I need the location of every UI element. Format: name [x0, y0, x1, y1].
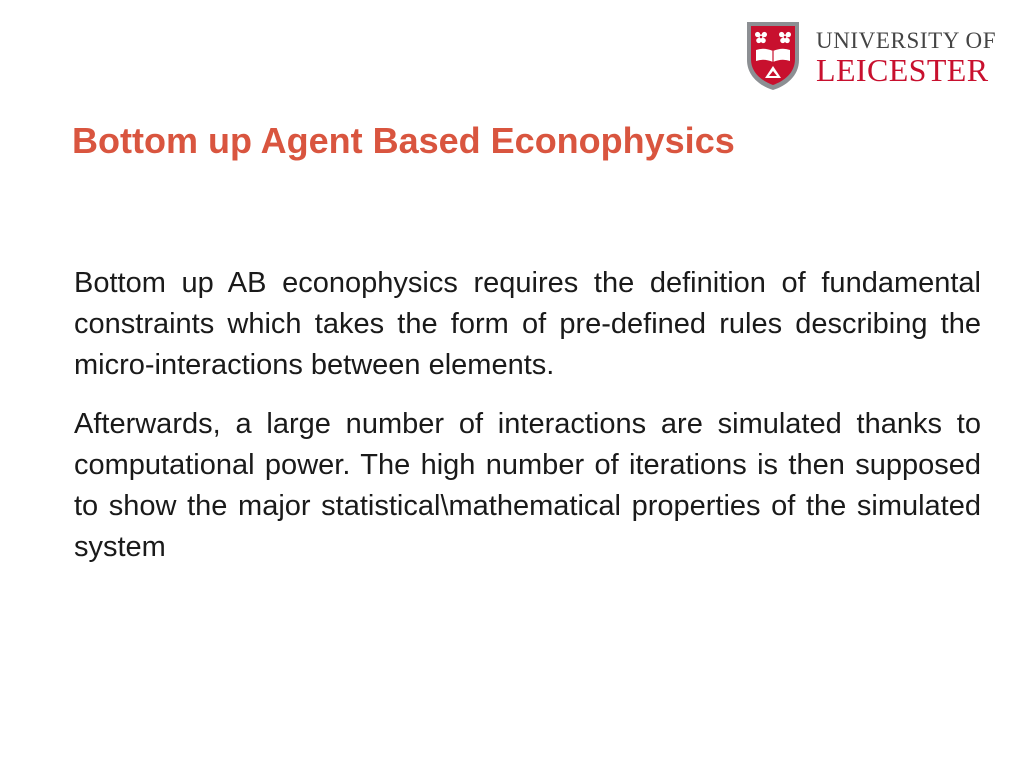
logo-wordmark: [816, 29, 996, 86]
logo-line-university-of: UNIVERSITY OF: [816, 28, 997, 53]
slide-title: Bottom up Agent Based Econophysics: [72, 120, 735, 161]
paragraph-1: Bottom up AB econophysics requires the definition of fundamental constraints which takes the form of pre-defined rules describing the micro-interactions between elements.: [74, 267, 981, 381]
shield-crest-icon: [744, 20, 802, 92]
logo-line-leicester: LEICESTER: [816, 52, 989, 88]
paragraph-2: Afterwards, a large number of interactions are simulated thanks to computational power. The high number of iterations is then supposed to show the major statistical\mathematical properties of the simulated system: [74, 408, 981, 563]
university-logo: [744, 20, 1006, 94]
slide-body: [74, 263, 981, 586]
